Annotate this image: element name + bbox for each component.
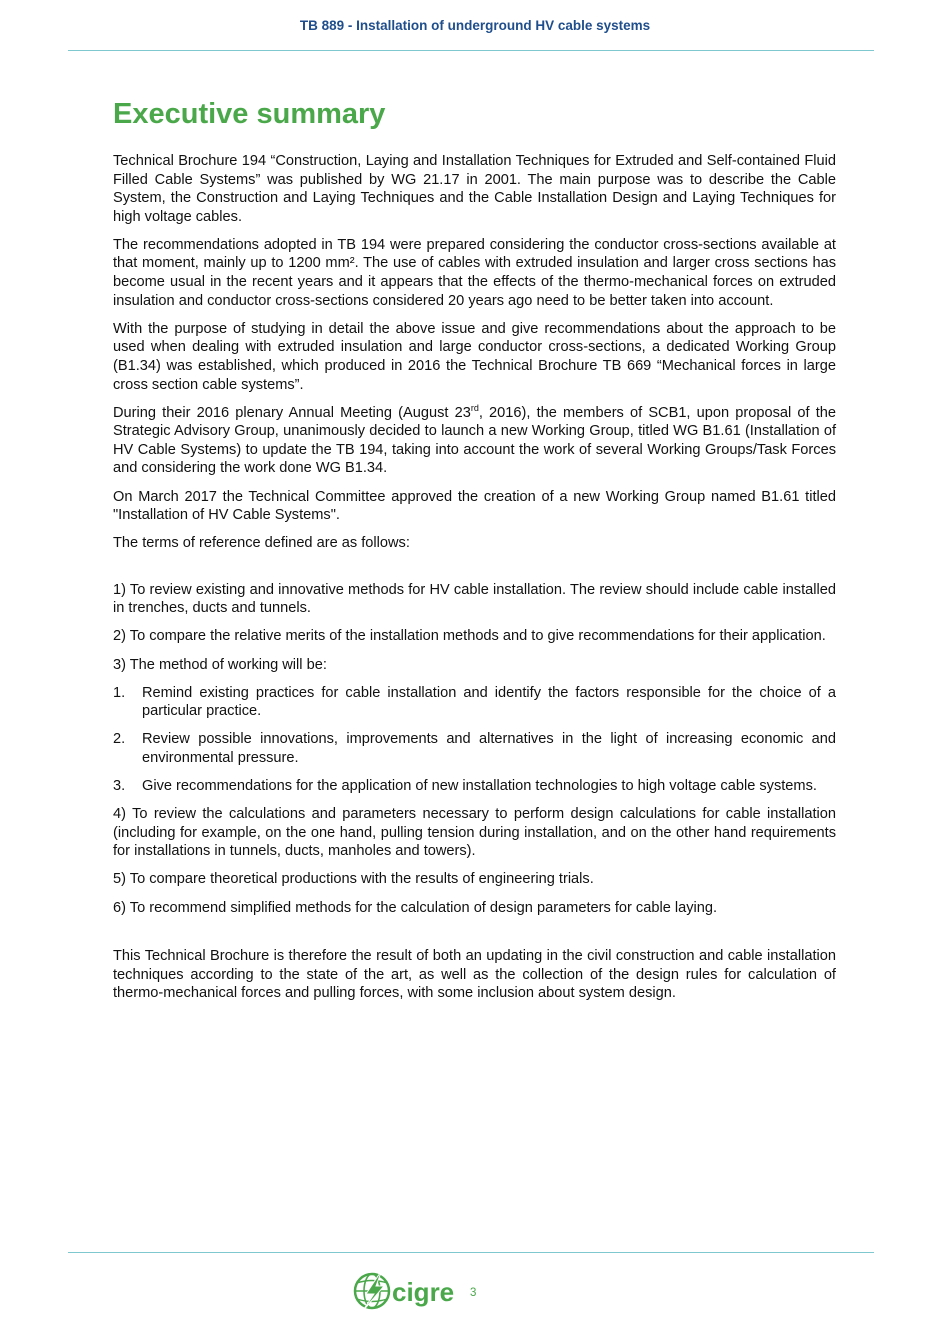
closing-paragraph: This Technical Brochure is therefore the result of both an updating in the civil construction and cable installation techniques according to the state of the art, as well as the collection of the design rules for calculation of thermo-mechanical forces and pulling forces, with some inclusion about system design. xyxy=(113,948,836,1002)
paragraph: With the purpose of studying in detail the above issue and give recommendations about the approach to be used when dealing with extruded insulation and large conductor cross-sections, a dedicated Working Group (B1.34) was established, which produced in 2016 the Technical Brochure TB 669 “Mechanical forces in large cross section cable systems”. xyxy=(113,320,836,393)
terms-intro: The terms of reference defined are as follows: xyxy=(113,535,410,552)
meeting-text-start: During their 2016 plenary Annual Meeting (August 23 xyxy=(113,404,471,421)
list-text: Review possible innovations, improvements and alternatives in the light of increasing economic and environmental pressure. xyxy=(142,731,836,766)
list-text: Remind existing practices for cable installation and identify the factors responsible for the choice of a particular practice. xyxy=(142,684,836,720)
footer-rule xyxy=(68,1252,874,1253)
globe-icon xyxy=(355,1270,389,1312)
method-list xyxy=(113,684,836,796)
meeting-text-end: , 2016), the members of SCB1, upon proposal of the Strategic Advisory Group, unanimously decided to launch a new Working Group, titled WG B1.61 (Installation of HV Cable Systems) to update the TB 194, taking into account the work of several Working Groups/Task Forces and considering the work done WG B1.34. xyxy=(113,404,836,477)
term-item: 4) To review the calculations and parameters necessary to perform design calculations for cable installation (including for example, on the one hand, pulling tension during installation, and on the other hand requirements for installations in tunnels, ducts, manholes and towers). xyxy=(113,806,836,860)
header-rule xyxy=(68,50,874,51)
method-list-item xyxy=(113,730,836,767)
list-number: 2. xyxy=(113,731,126,748)
method-list-item xyxy=(113,777,836,796)
page-number: 3 xyxy=(470,1287,477,1299)
paragraph: On March 2017 the Technical Committee approved the creation of a new Working Group named B1.61 titled "Installation of HV Cable Systems". xyxy=(113,488,836,524)
logo-wordmark: cigre xyxy=(392,1277,455,1307)
term-item: 1) To review existing and innovative methods for HV cable installation. The review should include cable installed in trenches, ducts and tunnels. xyxy=(113,581,836,617)
term-item: 3) The method of working will be: xyxy=(113,656,327,673)
list-text: Give recommendations for the application of new installation technologies to high voltage cable systems. xyxy=(142,778,817,795)
list-number: 3. xyxy=(113,778,126,795)
term-item: 5) To compare theoretical productions with the results of engineering trials. xyxy=(113,871,594,888)
running-header: TB 889 - Installation of underground HV cable systems xyxy=(299,18,651,33)
cigre-logo xyxy=(352,1268,460,1314)
list-number: 1. xyxy=(113,684,126,701)
meeting-paragraph xyxy=(113,404,836,478)
ordinal-suffix: rd xyxy=(470,402,479,413)
method-list-item xyxy=(113,684,836,721)
paragraph: The recommendations adopted in TB 194 were prepared considering the conductor cross-sections available at that moment, mainly up to 1200 mm². The use of cables with extruded insulation and larger cross sections has become usual in the recent years and it appears that the effects of the thermo-mechanical forces on extruded insulation and conductor cross-sections considered 20 years ago need to be better taken into account. xyxy=(113,236,836,309)
page-title: Executive summary xyxy=(113,98,386,130)
paragraph: Technical Brochure 194 “Construction, Laying and Installation Techniques for Extruded and Self-contained Fluid Filled Cable Systems” was published by WG 21.17 in 2001. The main purpose was to describe the Cable System, the Construction and Laying Techniques and the Cable Installation Design and Laying Techniques for high voltage cables. xyxy=(113,153,836,225)
body-text xyxy=(113,152,836,1012)
term-item: 2) To compare the relative merits of the installation methods and to give recommendations for their application. xyxy=(113,628,826,645)
term-item: 6) To recommend simplified methods for the calculation of design parameters for cable laying. xyxy=(113,899,718,916)
